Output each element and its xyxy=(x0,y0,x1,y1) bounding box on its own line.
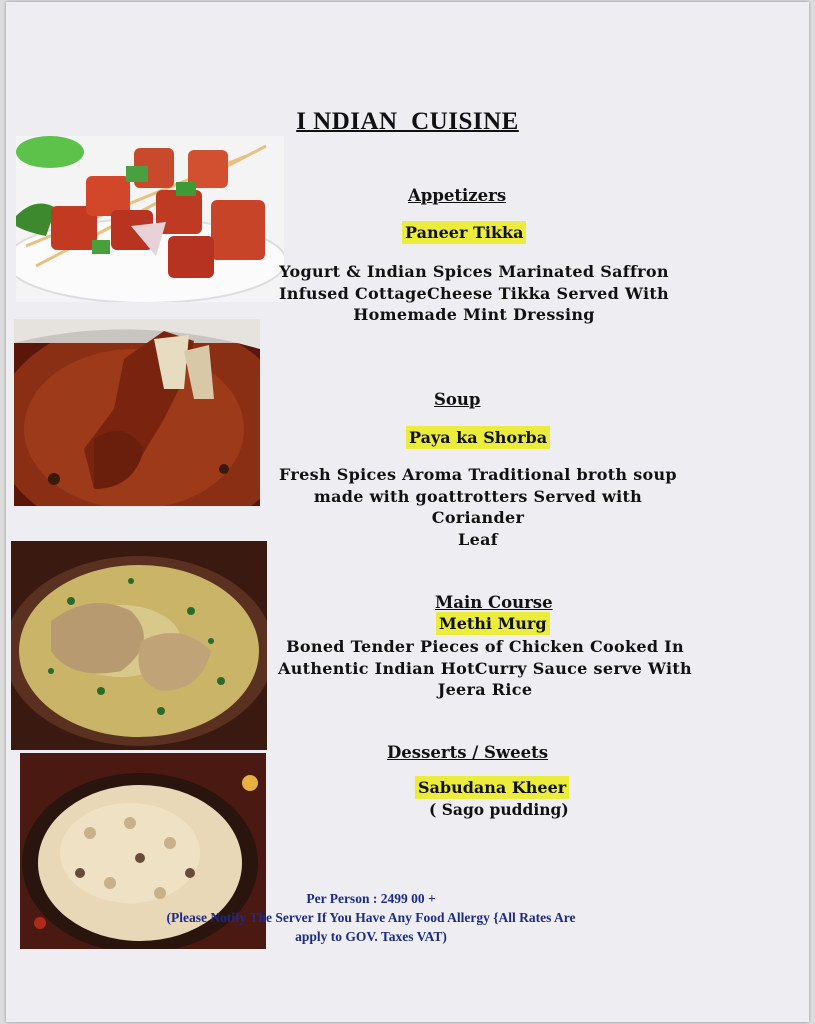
description-line: Homemade Mint Dressing xyxy=(353,305,595,324)
price-line: Per Person : 2499 00 + xyxy=(306,891,436,906)
methi-murg-name xyxy=(436,614,550,633)
description-line: Yogurt & Indian Spices Marinated Saffron xyxy=(279,262,669,281)
allergy-note-line-1: (Please Notify The Server If You Have Any Food Allergy {All Rates Are xyxy=(166,910,576,925)
paya-shorba-label: Paya ka Shorba xyxy=(406,426,550,449)
menu-footer xyxy=(6,889,736,946)
description-line: Leaf xyxy=(458,529,498,549)
sabudana-kheer-label: Sabudana Kheer xyxy=(415,776,569,799)
description-line: Authentic Indian HotCurry Sauce serve With xyxy=(278,658,692,678)
description-line: Boned Tender Pieces of Chicken Cooked In xyxy=(286,637,684,656)
paneer-tikka-photo xyxy=(16,136,284,302)
paneer-tikka-description xyxy=(274,261,674,326)
methi-murg-photo xyxy=(11,541,267,750)
desserts-heading: Desserts / Sweets xyxy=(387,743,549,762)
paya-soup-photo xyxy=(14,319,260,506)
soup-heading: Soup xyxy=(434,390,481,409)
paneer-tikka-label: Paneer Tikka xyxy=(402,221,526,244)
main-course-heading: Main Course xyxy=(435,593,553,612)
methi-murg-label: Methi Murg xyxy=(436,612,550,635)
sabudana-kheer-subtitle: ( Sago pudding) xyxy=(429,800,569,819)
paya-shorba-description xyxy=(268,464,688,550)
appetizers-heading: Appetizers xyxy=(408,186,507,205)
menu-title: I NDIAN CUISINE xyxy=(296,108,519,135)
paya-shorba-name xyxy=(406,428,550,447)
paneer-tikka-name xyxy=(402,223,526,242)
sabudana-kheer-name xyxy=(415,778,569,797)
description-line: Fresh Spices Aroma Traditional broth soup xyxy=(279,465,677,484)
methi-murg-description xyxy=(270,636,700,701)
description-line: Infused CottageCheese Tikka Served With xyxy=(279,283,669,303)
description-line: made with goattrotters Served with Coriander xyxy=(313,486,643,527)
menu-page xyxy=(6,2,809,1022)
allergy-note-line-2: apply to GOV. Taxes VAT) xyxy=(295,929,447,944)
description-line: Jeera Rice xyxy=(437,680,533,699)
